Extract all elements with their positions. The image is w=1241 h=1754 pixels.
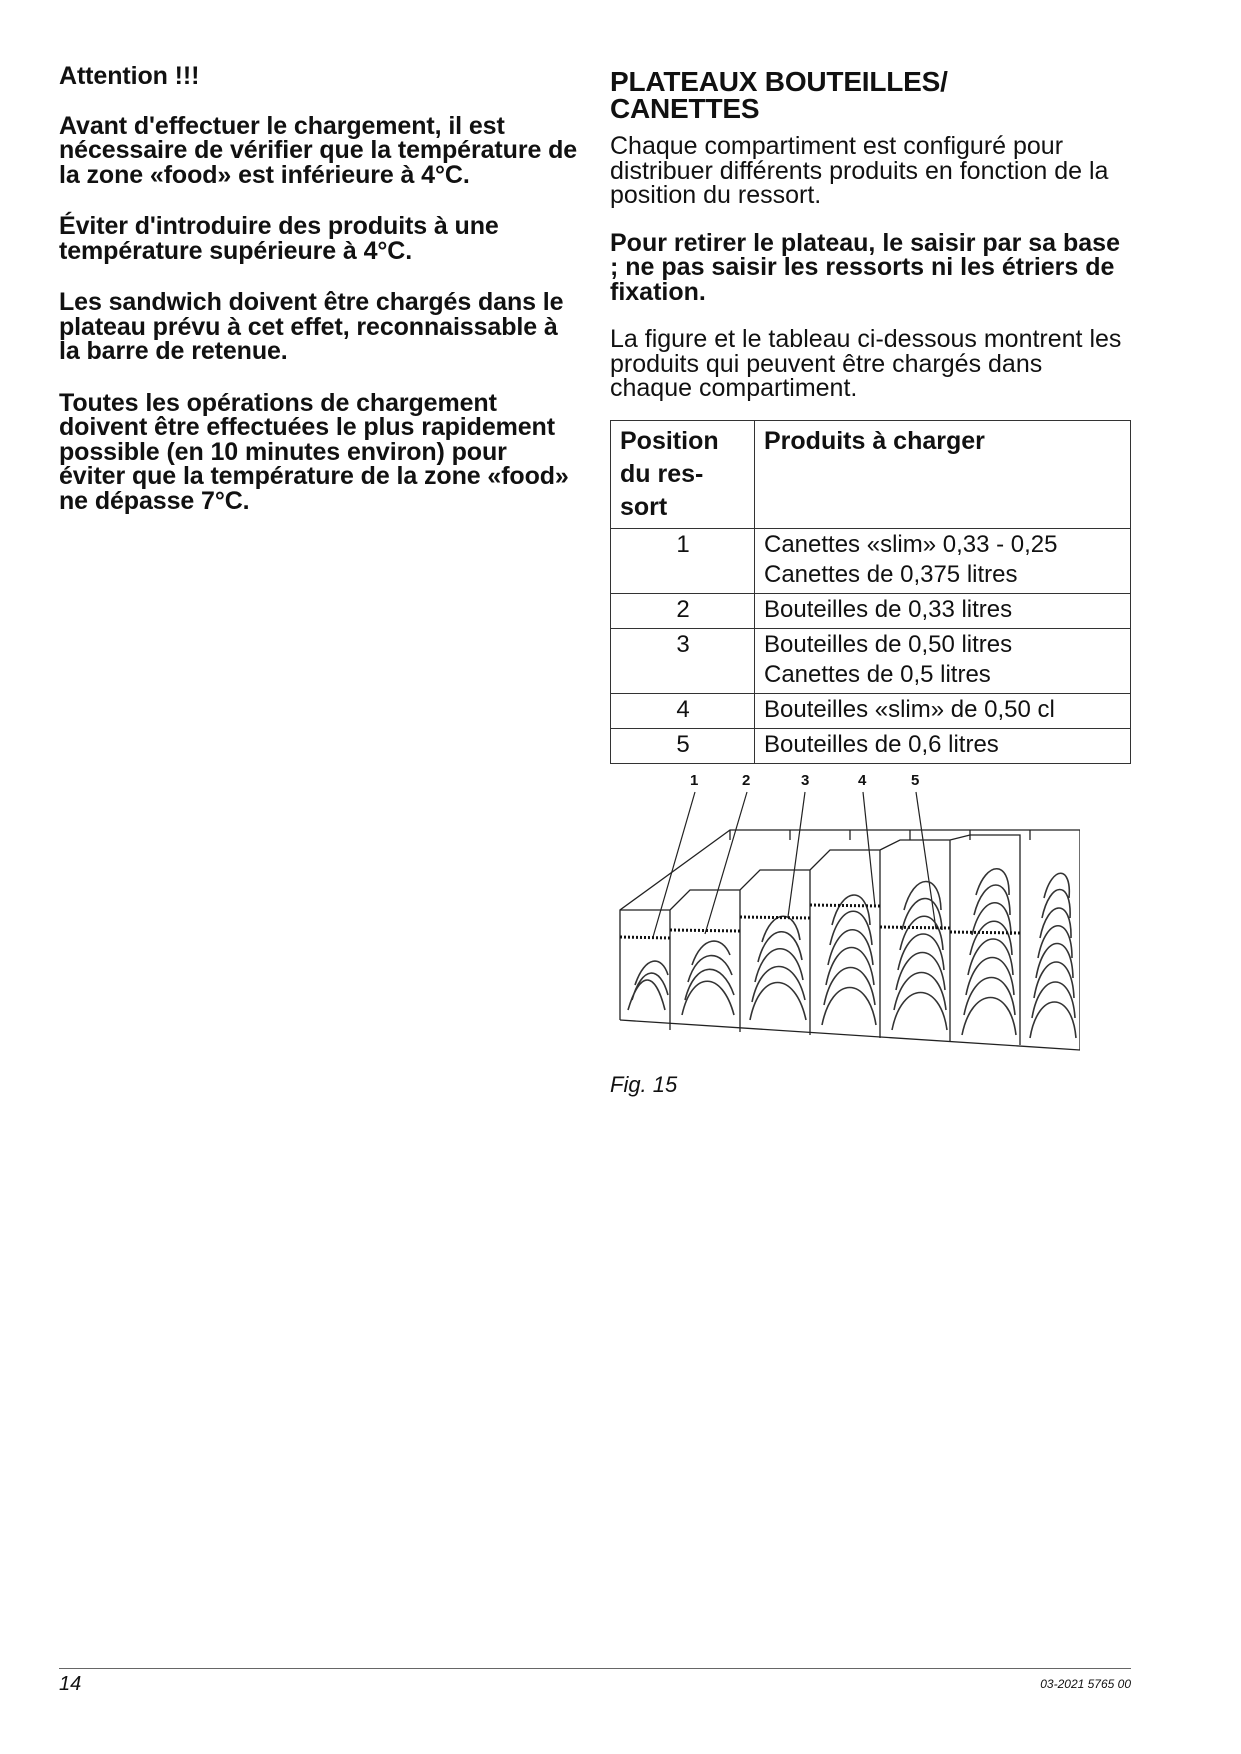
tray-illustration (610, 770, 1080, 1070)
table-row (611, 729, 1131, 764)
row-products: Bouteilles de 0,33 litres (755, 594, 1131, 629)
figure-caption: Fig. 15 (610, 1072, 678, 1097)
left-column (59, 64, 579, 540)
section-title-line2: CANETTES (610, 93, 760, 124)
table-row (611, 629, 1131, 694)
row-product-line: Canettes de 0,5 litres (764, 661, 991, 688)
table-intro-paragraph: La figure et le tableau ci-dessous montrent les produits qui peuvent être chargés dans chaque compartiment. (610, 325, 1122, 402)
attention-heading: Attention !!! (59, 62, 200, 90)
row-products (755, 629, 1131, 694)
callout-1: 1 (690, 772, 699, 789)
compartment-intro-paragraph: Chaque compartiment est configuré pour distribuer différents produits en fonction de la position du ressort. (610, 132, 1109, 209)
callout-3: 3 (801, 772, 810, 789)
header-spring-position (611, 421, 755, 529)
section-title (610, 68, 1130, 122)
table-row (611, 694, 1131, 729)
row-product-line: Bouteilles de 0,50 litres (764, 631, 1013, 658)
footer-divider (59, 1668, 1131, 1669)
callout-4: 4 (858, 772, 867, 789)
loading-time-paragraph: Toutes les opérations de chargement doivent être effectuées le plus rapidement possible (en 10 minutes environ) pour éviter que la température de la zone «food» ne dépasse 7°C. (59, 388, 569, 515)
row-products: Bouteilles «slim» de 0,50 cl (755, 694, 1131, 729)
table-row (611, 594, 1131, 629)
document-reference: 03-2021 5765 00 (1040, 1677, 1131, 1691)
leader-lines (653, 792, 936, 937)
sandwich-tray-paragraph: Les sandwich doivent être chargés dans le plateau prévu à cet effet, reconnaissable à la barre de retenue. (59, 288, 564, 365)
table-row (611, 529, 1131, 594)
header-products: Produits à charger (755, 421, 1131, 529)
header-pos-line1: Position (620, 427, 719, 455)
page-number: 14 (59, 1673, 82, 1695)
spiral-springs (628, 869, 1076, 1038)
row-product-line: Canettes de 0,375 litres (764, 561, 1018, 588)
row-product-line: Canettes «slim» 0,33 - 0,25 (764, 531, 1058, 558)
tray-removal-paragraph: Pour retirer le plateau, le saisir par sa base ; ne pas saisir les ressorts ni les étriers de fixation. (610, 228, 1120, 306)
row-position: 4 (611, 694, 755, 729)
row-position: 1 (611, 529, 755, 594)
temperature-check-paragraph: Avant d'effectuer le chargement, il est nécessaire de vérifier que la température de la zone «food» est inférieure à 4°C. (59, 111, 578, 189)
spring-position-table (610, 420, 1131, 764)
section-title-line1: PLATEAUX BOUTEILLES/ (610, 66, 948, 97)
callout-2: 2 (742, 772, 751, 789)
header-pos-line3: sort (620, 493, 668, 521)
right-column (610, 68, 1130, 424)
row-products: Bouteilles de 0,6 litres (755, 729, 1131, 764)
row-position: 2 (611, 594, 755, 629)
table-header-row (611, 421, 1131, 529)
header-pos-line2: du res- (620, 460, 704, 488)
row-position: 3 (611, 629, 755, 694)
callout-5: 5 (911, 772, 920, 789)
row-position: 5 (611, 729, 755, 764)
row-products (755, 529, 1131, 594)
spring-brackets (620, 905, 1020, 938)
avoid-warm-products-paragraph: Éviter d'introduire des produits à une température supérieure à 4°C. (59, 212, 499, 265)
